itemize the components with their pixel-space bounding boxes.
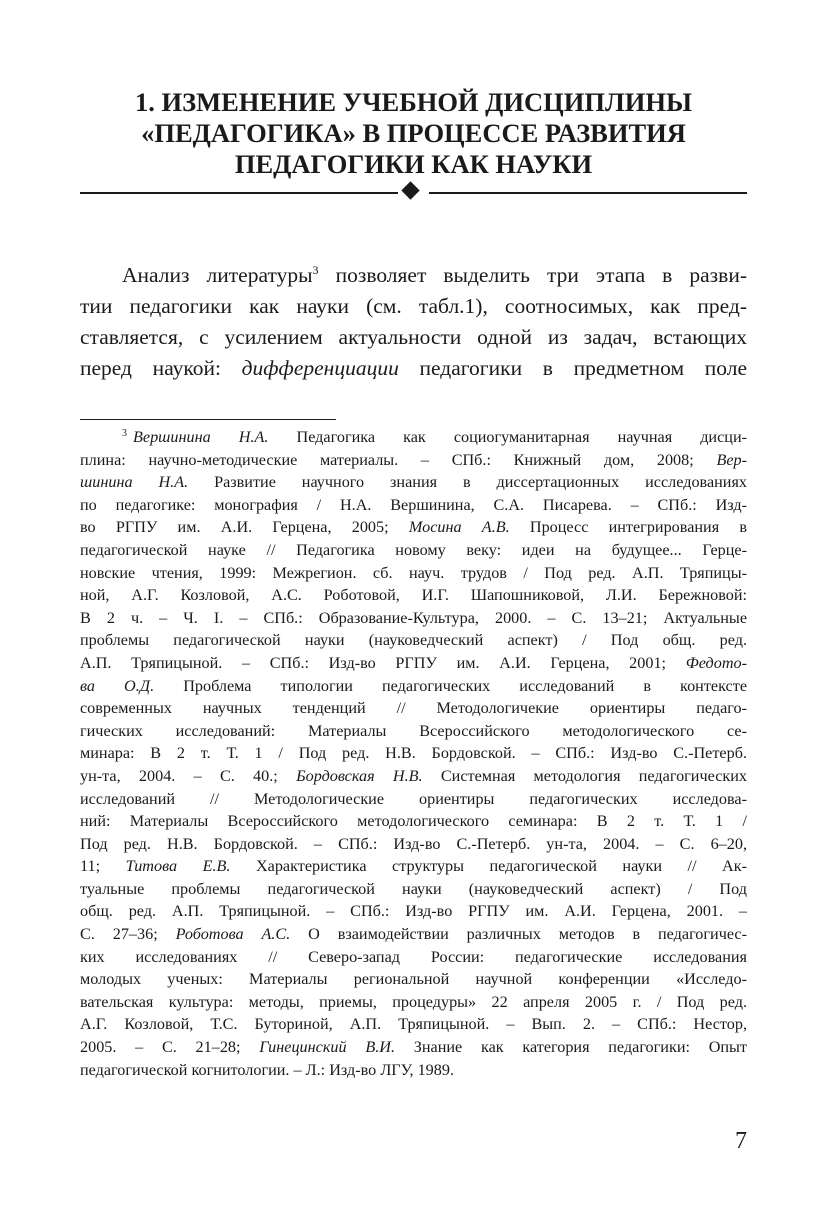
diamond-ornament-icon [401, 181, 419, 199]
footnote-line: минара: В 2 т. Т. 1 / Под ред. Н.В. Бордовской. – СПб.: Изд-во С.-Петерб. [80, 744, 747, 763]
body-paragraph [80, 260, 747, 384]
footnote-line: ун-та, 2004. – С. 40.; Бордовская Н.В. Системная методология педагогических [80, 766, 747, 785]
footnote-line: проблемы педагогической науки (науковедческий аспект) / Под общ. ред. [80, 631, 747, 650]
footnote-line: ва О.Д. Проблема типологии педагогических исследований в контексте [80, 676, 748, 695]
footnote-line: современных научных тенденций // Методологичекие ориентиры педаго- [80, 699, 747, 718]
chapter-heading [80, 87, 747, 180]
footnote-line: С. 27–36; Роботова А.С. О взаимодействии различных методов в педагогичес- [80, 925, 748, 944]
footnote-line: во РГПУ им. А.И. Герцена, 2005; Мосина А.В. Процесс интегрирования в [80, 518, 748, 537]
footnote-line: Под ред. Н.В. Бордовской. – СПб.: Изд-во С.-Петерб. ун-та, 2004. – С. 6–20, [80, 834, 747, 853]
footnote-line: ний: Материалы Всероссийского методологического семинара: В 2 т. Т. 1 / [80, 812, 747, 831]
page-number: 7 [735, 1128, 747, 1154]
footnote-line: плина: научно-методические материалы. – СПб.: Книжный дом, 2008; Вер- [80, 450, 747, 469]
footnote-line: туальные проблемы педагогической науки (науковедческий аспект) / Под [80, 879, 747, 898]
footnote-line: по педагогике: монография / Н.А. Вершинина, С.А. Писарева. – СПб.: Изд- [80, 495, 747, 514]
footnote-reference[interactable]: 3 [312, 262, 319, 277]
footnote-line: 2005. – С. 21–28; Гинецинский В.И. Знание как категория педагогики: Опыт [80, 1038, 748, 1057]
footnote-line: 11; Титова Е.В. Характеристика структуры педагогической науки // Ак- [80, 857, 747, 876]
footnote-line: ких исследованиях // Северо-запад России: педагогические исследования [80, 947, 747, 966]
footnote-line: $^3$ Вершинина Н.А. Педагогика как социогуманитарная научная дисци- [122, 427, 747, 446]
footnote-line: шинина Н.А. Развитие научного знания в диссертационных исследованиях [80, 473, 748, 492]
heading-line: ПЕДАГОГИКИ КАК НАУКИ [234, 149, 593, 179]
footnote-line: А.П. Тряпицыной. – СПб.: Изд-во РГПУ им. А.И. Герцена, 2001; Федото- [80, 653, 747, 672]
body-line: ставляется, с усилением актуальности одной из задач, встающих [80, 325, 747, 349]
body-line: тии педагогики как науки (см. табл.1), соотносимых, как пред- [80, 294, 747, 318]
footnote-line: исследований // Методологические ориентиры педагогических исследова- [80, 789, 747, 808]
footnote-line: молодых ученых: Материалы региональной научной конференции «Исследо- [80, 970, 747, 989]
heading-rule-left [80, 192, 398, 194]
footnote-separator [80, 419, 336, 420]
body-line: Анализ литературы$^3$ позволяет выделить три этапа в разви- [122, 262, 747, 287]
heading-rule-right [429, 192, 747, 194]
footnote-line: новские чтения, 1999: Межрегион. сб. науч. трудов / Под ред. А.П. Тряпицы- [80, 563, 747, 582]
footnote-line: педагогической когнитологии. – Л.: Изд-во ЛГУ, 1989. [80, 1060, 454, 1079]
footnote-line: В 2 ч. – Ч. I. – СПб.: Образование-Культура, 2000. – С. 13–21; Актуальные [80, 608, 747, 627]
footnote-line: педагогической науке // Педагогика новому веку: идеи на будущее... Герце- [80, 540, 747, 559]
footnote-line: общ. ред. А.П. Тряпицыной. – СПб.: Изд-во РГПУ им. А.И. Герцена, 2001. – [80, 902, 747, 921]
footnote-line: ной, А.Г. Козловой, А.С. Роботовой, И.Г. Шапошниковой, Л.И. Бережновой: [80, 586, 747, 605]
footnote-line: гических исследований: Материалы Всероссийского методологического се- [80, 721, 747, 740]
footnote [80, 426, 747, 1081]
footnote-line: А.Г. Козловой, Т.С. Буториной, А.П. Тряпицыной. – Вып. 2. – СПб.: Нестор, [80, 1015, 747, 1034]
footnote-line: вательская культура: методы, приемы, процедуры» 22 апреля 2005 г. / Под ред. [80, 992, 747, 1011]
body-line: перед наукой: дифференциации педагогики в предметном поле [80, 356, 747, 380]
heading-line: «ПЕДАГОГИКА» В ПРОЦЕССЕ РАЗВИТИЯ [141, 118, 686, 148]
footnote-mark: 3 [122, 427, 127, 439]
heading-line: 1. ИЗМЕНЕНИЕ УЧЕБНОЙ ДИСЦИПЛИНЫ [135, 87, 692, 117]
